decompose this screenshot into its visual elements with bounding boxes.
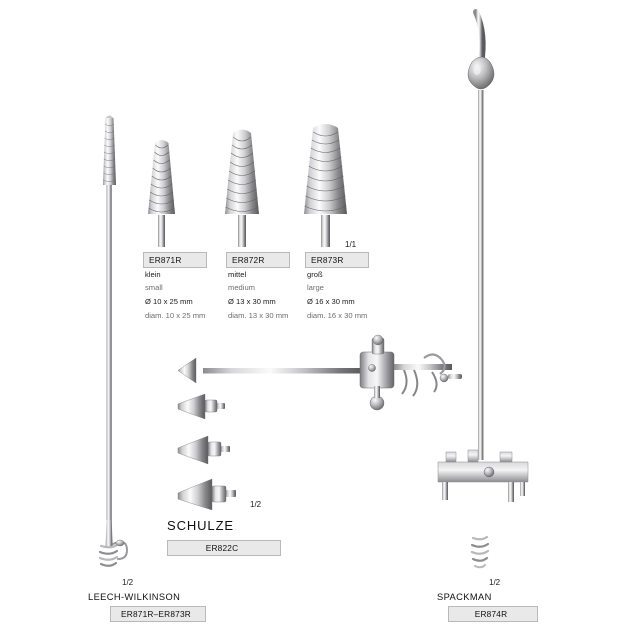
leech-wilkinson-code[interactable]: ER871R–ER873R xyxy=(110,606,206,622)
cone-medium-illustration xyxy=(225,130,259,248)
leech-wilkinson-illustration xyxy=(100,116,127,566)
leech-wilkinson-scale-label: 1/2 xyxy=(122,578,134,587)
cones-scale-label: 1/1 xyxy=(345,240,357,249)
spackman-illustration xyxy=(438,12,528,567)
cone-code-er872r[interactable]: ER872R xyxy=(226,252,290,268)
cone-large-illustration xyxy=(304,124,347,247)
schulze-scale-label: 1/2 xyxy=(250,500,262,509)
cone-dim-en-er873r: diam. 16 x 30 mm xyxy=(307,311,368,320)
leech-wilkinson-title: LEECH-WILKINSON xyxy=(88,592,181,602)
cone-dim-de-er871r: Ø 10 x 25 mm xyxy=(145,297,193,306)
cone-dim-de-er873r: Ø 16 x 30 mm xyxy=(307,297,355,306)
cone-size-en-er873r: large xyxy=(307,283,324,292)
cone-dim-en-er872r: diam. 13 x 30 mm xyxy=(228,311,289,320)
cone-small-illustration xyxy=(148,140,175,247)
cone-code-er871r[interactable]: ER871R xyxy=(143,252,207,268)
cone-size-en-er872r: medium xyxy=(228,283,256,292)
schulze-title: SCHULZE xyxy=(167,518,234,533)
schulze-code[interactable]: ER822C xyxy=(167,540,281,556)
cone-size-de-er873r: groß xyxy=(307,270,323,279)
cone-code-er873r[interactable]: ER873R xyxy=(305,252,369,268)
cone-dim-en-er871r: diam. 10 x 25 mm xyxy=(145,311,206,320)
cone-size-de-er871r: klein xyxy=(145,270,161,279)
schulze-illustration xyxy=(178,335,462,510)
cone-size-de-er872r: mittel xyxy=(228,270,247,279)
spackman-scale-label: 1/2 xyxy=(489,578,501,587)
cone-dim-de-er872r: Ø 13 x 30 mm xyxy=(228,297,276,306)
spackman-title: SPACKMAN xyxy=(437,592,492,602)
cone-size-en-er871r: small xyxy=(145,283,163,292)
spackman-code[interactable]: ER874R xyxy=(448,606,538,622)
